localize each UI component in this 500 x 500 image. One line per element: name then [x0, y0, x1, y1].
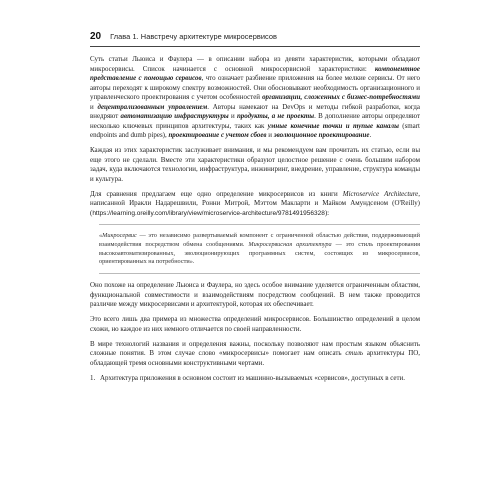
list-text: Архитектура приложения в основном состоит из машинно-вызываемых «сервисов», доступных в сети.	[100, 373, 405, 382]
list-item	[90, 374, 420, 384]
text-run: В мире технологий названия и определения важны, поскольку позволяют нам простым языком объяснить сложные понятия. В этом случае слово «микросервисы» помогает нам описать	[90, 339, 420, 358]
paragraph	[90, 146, 420, 184]
definition-quote	[99, 224, 420, 274]
page-body	[90, 55, 420, 383]
paragraph	[90, 340, 420, 369]
text-run: «	[99, 231, 103, 239]
page-header	[90, 31, 420, 45]
text-run: — это стиль проектирования высокоавтоматизированных, эволюционирующих программных систем, состоящих из микросервисов, ориентированных на потребности».	[99, 240, 420, 266]
text-run: и	[228, 112, 237, 121]
text-run: , написанной Иракли Надарешвили, Ронни Митрой, Мэттом Макларти и Майком Амундсеном (O'Reilly) (	[90, 189, 420, 217]
emphasis-term: децентрализованным управлением	[97, 102, 208, 111]
paragraph	[90, 281, 420, 310]
header-rule	[90, 46, 420, 47]
text-run: ):	[324, 208, 330, 217]
paragraph	[90, 315, 420, 334]
italic-text: стиль	[345, 349, 364, 358]
text-run: и	[266, 131, 274, 140]
text-run: .	[369, 131, 372, 140]
emphasis-term: компонентное представление с помощью сервисов	[90, 64, 420, 83]
chapter-title: Глава 1. Навстречу архитектуре микросервисов	[110, 32, 277, 41]
text-run: . В дополнение авторы определяют несколько ключевых принципов архитектуры, таких как	[90, 112, 420, 130]
italic-text: Микросервис	[102, 231, 137, 239]
text-run: Для сравнения предлагаем еще одно определение микросервисов из книги	[90, 189, 343, 198]
page-number: 20	[90, 31, 102, 42]
text-run: архитектуры ПО, обладающей тремя основными конструктивными чертами.	[90, 349, 420, 367]
text-run: Оно похоже на определение Льюиса и Фаулера, но здесь особое внимание уделяется ограниченным областям, функциональной совместимости и взаимодействиям посредством сообщений. В нем также проводится различие между микросервисами и архитектурой, которая их обеспечивает.	[90, 281, 420, 309]
emphasis-term: умные конечные точки и тупые каналы	[267, 121, 399, 130]
paragraphs-before-quote	[90, 55, 420, 219]
emphasis-term: проектирование с учетом сбоев	[168, 131, 267, 140]
text-run: , что означает разбиение приложения на более мелкие сервисы. От него авторы переходят к широкому спектру возможностей. Они обосновывают необходимость организационного и управленческого проектирования с учетом особенностей	[90, 74, 420, 102]
text-run: Это всего лишь два примера из множества определений микросервисов. Большинство определений в целом схожи, но каждое из них немного отличается по своей направленности.	[90, 315, 420, 333]
text-run: Каждая из этих характеристик заслуживает внимания, и мы рекомендуем вам прочитать их статью, если вы еще этого не сделали. Вместе эти характеристики образуют целостное решение с очень большим набором задач, куда включаются технологии, инфраструктура, инжиниринг, внедрение, управление, структура команды и культура.	[90, 146, 420, 183]
book-url: https://learning.oreilly.com/library/view/microservice-architecture/9781491956328	[92, 209, 325, 217]
emphasis-term: эволюционное проектирование	[273, 131, 370, 140]
paragraphs-after-quote	[90, 281, 420, 368]
list-number: 1.	[90, 373, 96, 382]
quote-text	[99, 232, 420, 267]
emphasis-term: автоматизацию инфраструктуры	[120, 112, 229, 121]
text-run: — это независимо развертываемый компонент с ограниченной областью действия, поддерживающий взаимодействия посредством обмена сообщениями.	[99, 231, 420, 248]
paragraph	[90, 55, 420, 141]
text-run: Суть статьи Льюиса и Фаулера — в описании набора из девяти характеристик, которыми обладают микросервисы. Список начинается с основной микросервисной характеристики:	[90, 55, 420, 73]
feature-list	[90, 374, 420, 384]
paragraph	[90, 190, 420, 219]
italic-text: Microservice Architecture	[342, 189, 419, 198]
emphasis-term: продукты, а не проекты	[236, 112, 315, 121]
italic-text: Микросервисная архитектура	[248, 240, 332, 248]
text-run: . Авторы намекают на DevOps и методы гибкой разработки, когда внедряют	[90, 102, 420, 121]
emphasis-term: организации, сложенных с бизнес-потребностями	[262, 93, 420, 102]
text-run: и	[90, 102, 98, 111]
text-run: (smart endpoints and dumb pipes),	[90, 121, 420, 140]
